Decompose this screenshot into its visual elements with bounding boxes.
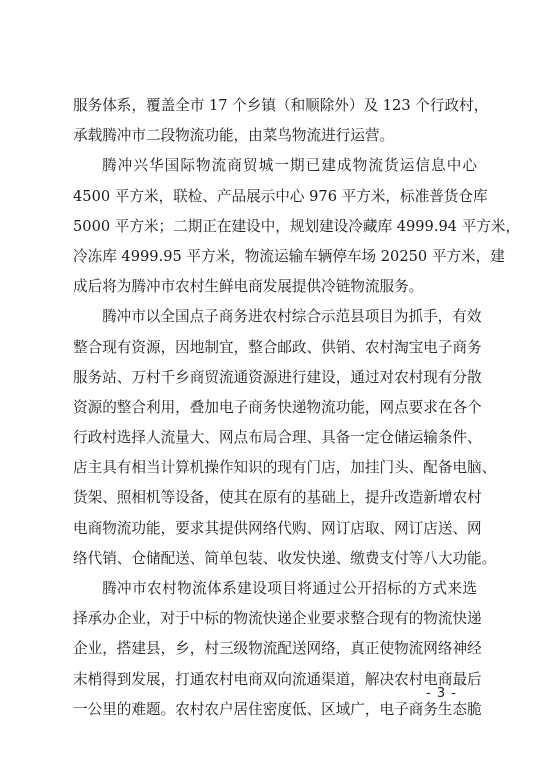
text-line: 服务站、万村千乡商贸流通资源进行建设，通过对农村现有分散 [73, 368, 482, 386]
text-line: 5000 平方米；二期正在建设中，规划建设冷藏库 4999.94 平方米， [73, 217, 521, 235]
text-line: 一公里的难题。农村农户居住密度低、区域广，电子商务生态脆 [73, 700, 482, 718]
paragraph [73, 91, 489, 151]
text-line: 店主具有相当计算机操作知识的现有门店，加挂门头、配备电脑、 [73, 459, 497, 477]
text-line: 择承办企业，对于中标的物流快递企业要求整合现有的物流快递 [73, 610, 482, 628]
page-number: - 3 - [426, 686, 457, 701]
text-line: 承载腾冲市二段物流功能，由菜鸟物流进行运营。 [73, 127, 395, 145]
text-line: 企业，搭建县，乡，村三级物流配送网络，真正使物流网络神经 [73, 640, 482, 658]
text-line: 腾冲市以全国点子商务进农村综合示范县项目为抓手，有效 [102, 308, 482, 326]
text-line: 电商物流功能，要求其提供网络代购、网订店取、网订店送、网 [73, 519, 482, 537]
text-line: 服务体系，覆盖全市 17 个乡镇（和顺除外）及 123 个行政村， [73, 97, 489, 114]
text-line: 4500 平方米，联检、产品展示中心 976 平方米，标准普货仓库 [73, 187, 488, 205]
text-line: 末梢得到发展，打通农村电商双向流通渠道，解决农村电商最后 [73, 670, 482, 688]
paragraph [73, 302, 497, 574]
text-line: 腾冲兴华国际物流商贸城一期已建成物流货运信息中心 [102, 157, 477, 175]
text-line: 整合现有资源，因地制宜，整合邮政、供销、农村淘宝电子商务 [73, 338, 482, 356]
text-line: 络代销、仓储配送、简单包装、收发快递、缴费支付等八大功能。 [73, 549, 497, 567]
body-text [73, 91, 521, 725]
text-line: 成后将为腾冲市农村生鲜电商发展提供冷链物流服务。 [73, 278, 424, 296]
paragraph [73, 574, 482, 725]
text-line: 冷冻库 4999.95 平方米，物流运输车辆停车场 20250 平方米，建 [73, 247, 505, 265]
paragraph [73, 151, 521, 302]
text-line: 行政村选择人流量大、网点布局合理、具备一定仓储运输条件、 [73, 429, 482, 447]
text-line: 资源的整合利用，叠加电子商务快递物流功能，网点要求在各个 [73, 398, 482, 416]
text-line: 腾冲市农村物流体系建设项目将通过公开招标的方式来选 [102, 580, 477, 597]
text-line: 货架、照相机等设备，使其在原有的基础上，提升改造新增农村 [73, 489, 482, 507]
